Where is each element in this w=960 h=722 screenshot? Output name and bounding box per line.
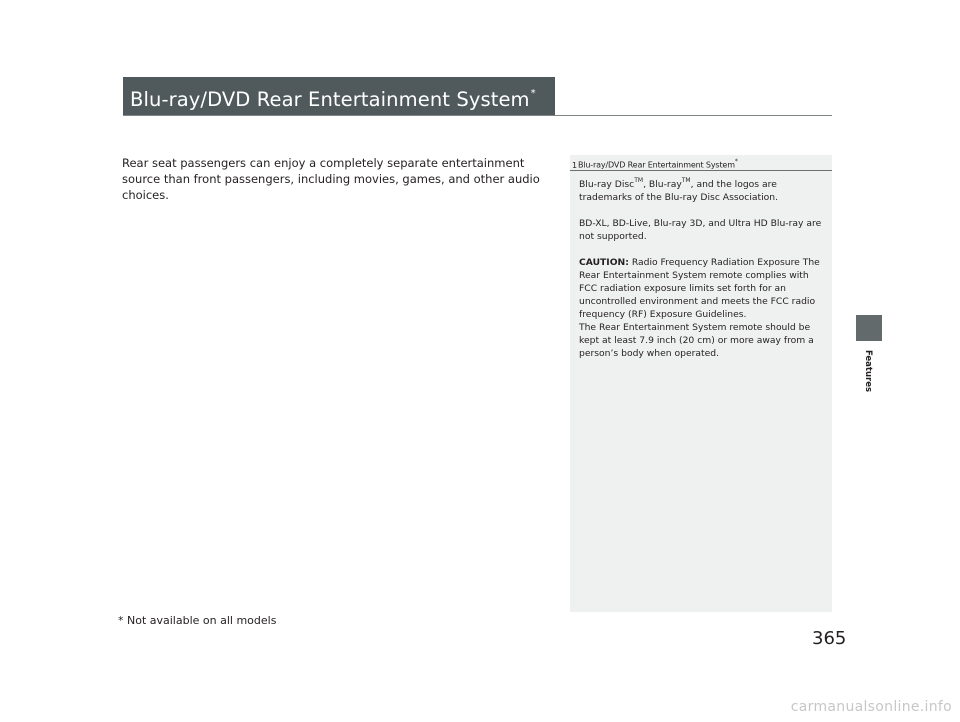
page-number: 365 [812, 628, 847, 649]
section-tab-marker [856, 315, 882, 341]
section-title: Blu-ray/DVD Rear Entertainment System [130, 88, 530, 111]
side-note-heading [572, 159, 832, 170]
section-side-label [848, 345, 888, 415]
distance-note: The Rear Entertainment System remote should be kept at least 7.9 inch (20 cm) or more away from a person’s body when operated. [579, 322, 814, 360]
reference-icon: 1 [572, 160, 577, 170]
section-side-label-text: Features [863, 349, 873, 393]
intro-paragraph: Rear seat passengers can enjoy a completely separate entertainment source than front passengers, including movies, games, and other audio choices. [122, 156, 540, 202]
trademark-text-3: , and the logos are trademarks of the Blu-ray Disc Association. [579, 179, 779, 204]
side-note-heading-asterisk: * [734, 158, 738, 165]
footnote: * Not available on all models [118, 614, 277, 627]
trademark-symbol-1: TM [634, 177, 644, 184]
caution-note [579, 256, 827, 321]
trademark-text-2: , Blu-ray [643, 179, 682, 191]
not-supported-note: BD-XL, BD-Live, Blu-ray 3D, and Ultra HD Blu-ray are not supported. [579, 218, 822, 243]
caution-label: CAUTION: [579, 257, 629, 269]
trademark-symbol-2: TM [681, 177, 691, 184]
trademark-text-1: Blu-ray Disc [579, 179, 635, 191]
caution-text: Radio Frequency Radiation Exposure The Rear Entertainment System remote complies with FCC radiation exposure limits set forth for an uncontrolled environment and meets the FCC radio frequency (RF) Exposure Guidelines. [579, 257, 820, 321]
trademark-note [579, 175, 827, 204]
section-title-asterisk: * [530, 87, 536, 99]
watermark: carmanualsonline.info [790, 699, 952, 715]
title-divider [123, 115, 832, 116]
side-note-body [579, 175, 827, 360]
side-note-divider [570, 170, 832, 171]
side-note-heading-text: Blu-ray/DVD Rear Entertainment System [577, 160, 735, 170]
section-title-bar [123, 77, 555, 115]
